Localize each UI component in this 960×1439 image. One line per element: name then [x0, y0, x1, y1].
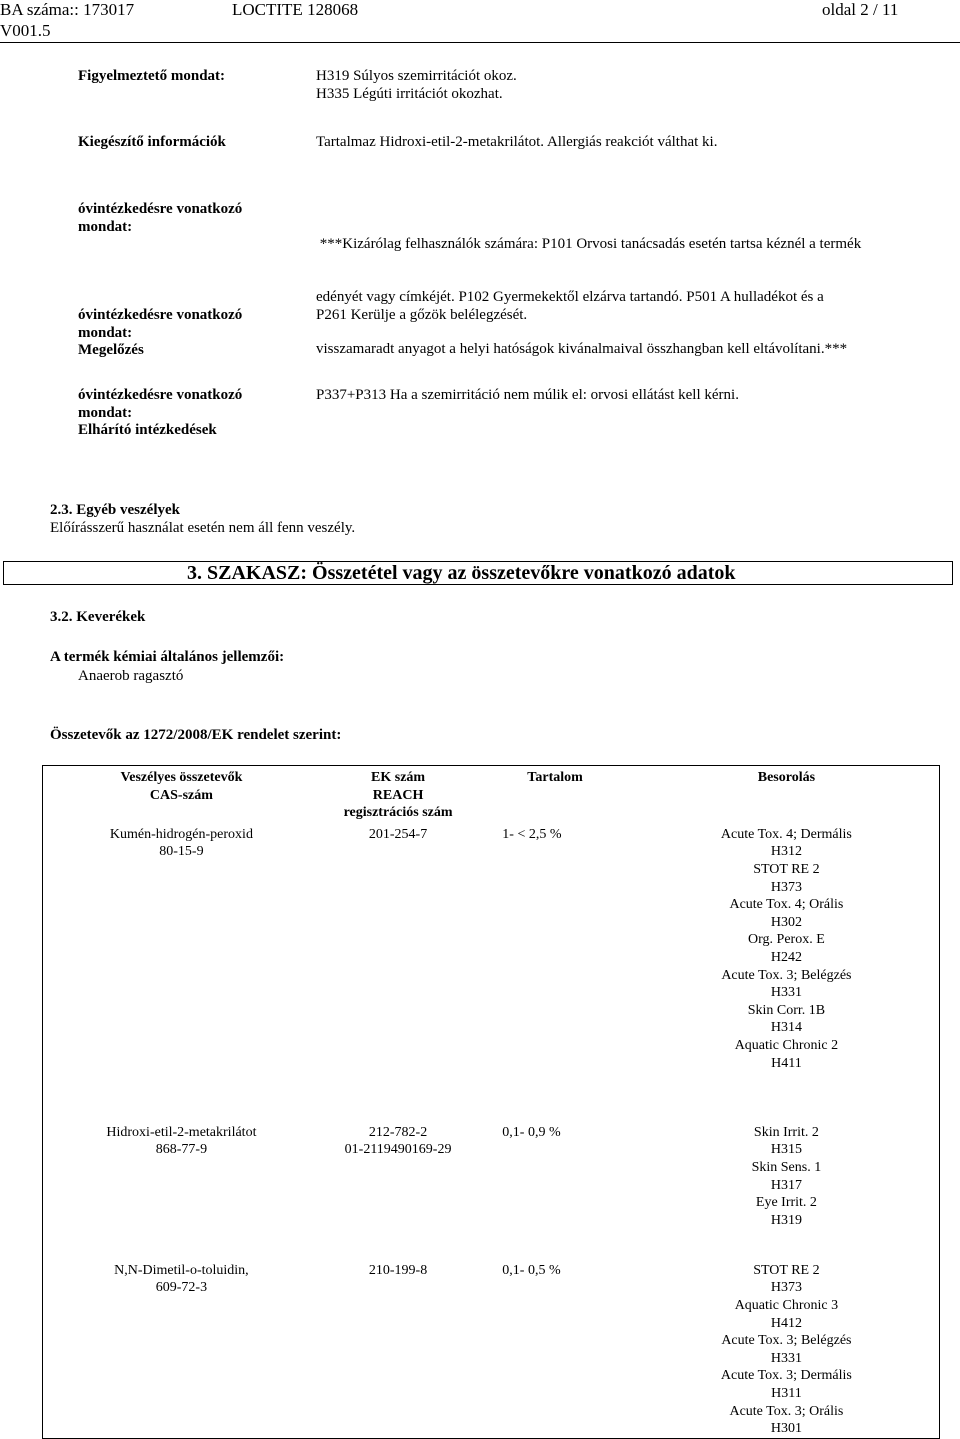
precaution-line: visszamaradt anyagot a helyi hatóságok kivánalmaival összhangban kell eltávolítani.*** [316, 341, 848, 357]
ec-cell: 212-782-2 01-2119490169-29 [344, 1124, 452, 1158]
table-header-row [43, 766, 940, 822]
content-cell: 0,1- 0,9 % [502, 1124, 561, 1140]
precaution-text [316, 201, 952, 376]
response-label [78, 387, 283, 440]
supplementary-label: Kiegészítő információk [78, 134, 226, 150]
response-label-line: mondat: [78, 404, 133, 421]
prevention-label-line: mondat: [78, 324, 133, 341]
chem-characteristics-value: Anaerob ragasztó [78, 668, 184, 684]
warning-label: Figyelmeztető mondat: [78, 68, 226, 84]
table-row [43, 1258, 940, 1438]
ingredients-table [42, 765, 940, 1439]
chem-characteristics-label: A termék kémiai általános jellemzői: [50, 649, 285, 665]
section3-title: 3. SZAKASZ: Összetétel vagy az összetevőkre vonatkozó adatok [187, 562, 736, 584]
response-label-line: Elhárító intézkedések [78, 422, 217, 438]
mixtures-title: 3.2. Keverékek [50, 609, 146, 625]
response-text: P337+P313 Ha a szemirritáció nem múlik el: orvosi ellátást kell kérni. [316, 387, 739, 403]
ec-cell: 210-199-8 [368, 1262, 428, 1278]
prevention-text: P261 Kerülje a gőzök belélegzését. [316, 307, 528, 323]
page-number: oldal 2 / 11 [822, 0, 899, 19]
substance-cell: Kumén-hidrogén-peroxid 80-15-9 [109, 826, 253, 860]
hazard-line: H335 Légúti irritációt okozhat. [316, 85, 503, 102]
product-name: LOCTITE 128068 [232, 0, 359, 19]
substance-cell: N,N-Dimetil-o-toluidin, 609-72-3 [114, 1262, 249, 1296]
warning-text [316, 68, 952, 103]
supplementary-text: Tartalmaz Hidroxi-etil-2-metakrilátot. Allergiás reakciót válthat ki. [316, 134, 718, 150]
prevention-label-line: óvintézkedésre vonatkozó [78, 307, 243, 323]
response-label-line: óvintézkedésre vonatkozó [78, 387, 243, 403]
precaution-line: ***Kizárólag felhasználók számára: P101 Orvosi tanácsadás esetén tartsa kéznél a termék [316, 236, 862, 252]
header-ec-number: EK szám REACH regisztrációs szám [343, 770, 453, 821]
other-hazards-title: 2.3. Egyéb veszélyek [50, 502, 180, 518]
section3-banner [3, 561, 953, 585]
substance-cell: Hidroxi-etil-2-metakrilátot 868-77-9 [106, 1124, 257, 1158]
prevention-label [78, 307, 283, 360]
header-divider [0, 42, 960, 43]
header-substance: Veszélyes összetevők CAS-szám [120, 770, 243, 803]
table-row [43, 822, 940, 1120]
classification-cell: STOT RE 2 H373 Aquatic Chronic 3 H412 Acute Tox. 3; Belégzés H331 Acute Tox. 3; Dermális H311 Acute Tox. 3; Orális H301 [720, 1262, 852, 1437]
ba-number: BA száma:: 173017 [0, 0, 135, 19]
header-classification: Besorolás [757, 770, 816, 785]
table-row [43, 1120, 940, 1258]
ingredients-title: Összetevők az 1272/2008/EK rendelet szerint: [50, 727, 342, 743]
precaution-label: óvintézkedésre vonatkozó mondat: [78, 201, 243, 235]
version: V001.5 [0, 21, 51, 40]
prevention-label-line: Megelőzés [78, 342, 144, 358]
classification-cell: Skin Irrit. 2 H315 Skin Sens. 1 H317 Eye Irrit. 2 H319 [751, 1124, 822, 1228]
content-cell: 0,1- 0,5 % [502, 1262, 561, 1278]
header-content: Tartalom [527, 770, 583, 785]
precaution-line: edényét vagy címkéjét. P102 Gyermekektől elzárva tartandó. P501 A hulladékot és a [316, 288, 824, 305]
ec-cell: 201-254-7 [368, 826, 428, 842]
other-hazards-text: Előírásszerű használat esetén nem áll fenn veszély. [50, 520, 356, 536]
hazard-line: H319 Súlyos szemirritációt okoz. [316, 68, 517, 84]
content-cell: 1- < 2,5 % [502, 826, 562, 842]
classification-cell: Acute Tox. 4; Dermális H312 STOT RE 2 H373 Acute Tox. 4; Orális H302 Org. Perox. E H242 Acute Tox. 3; Belégzés H331 Skin Corr. 1B H314 Aquatic Chronic 2 H411 [720, 826, 852, 1071]
